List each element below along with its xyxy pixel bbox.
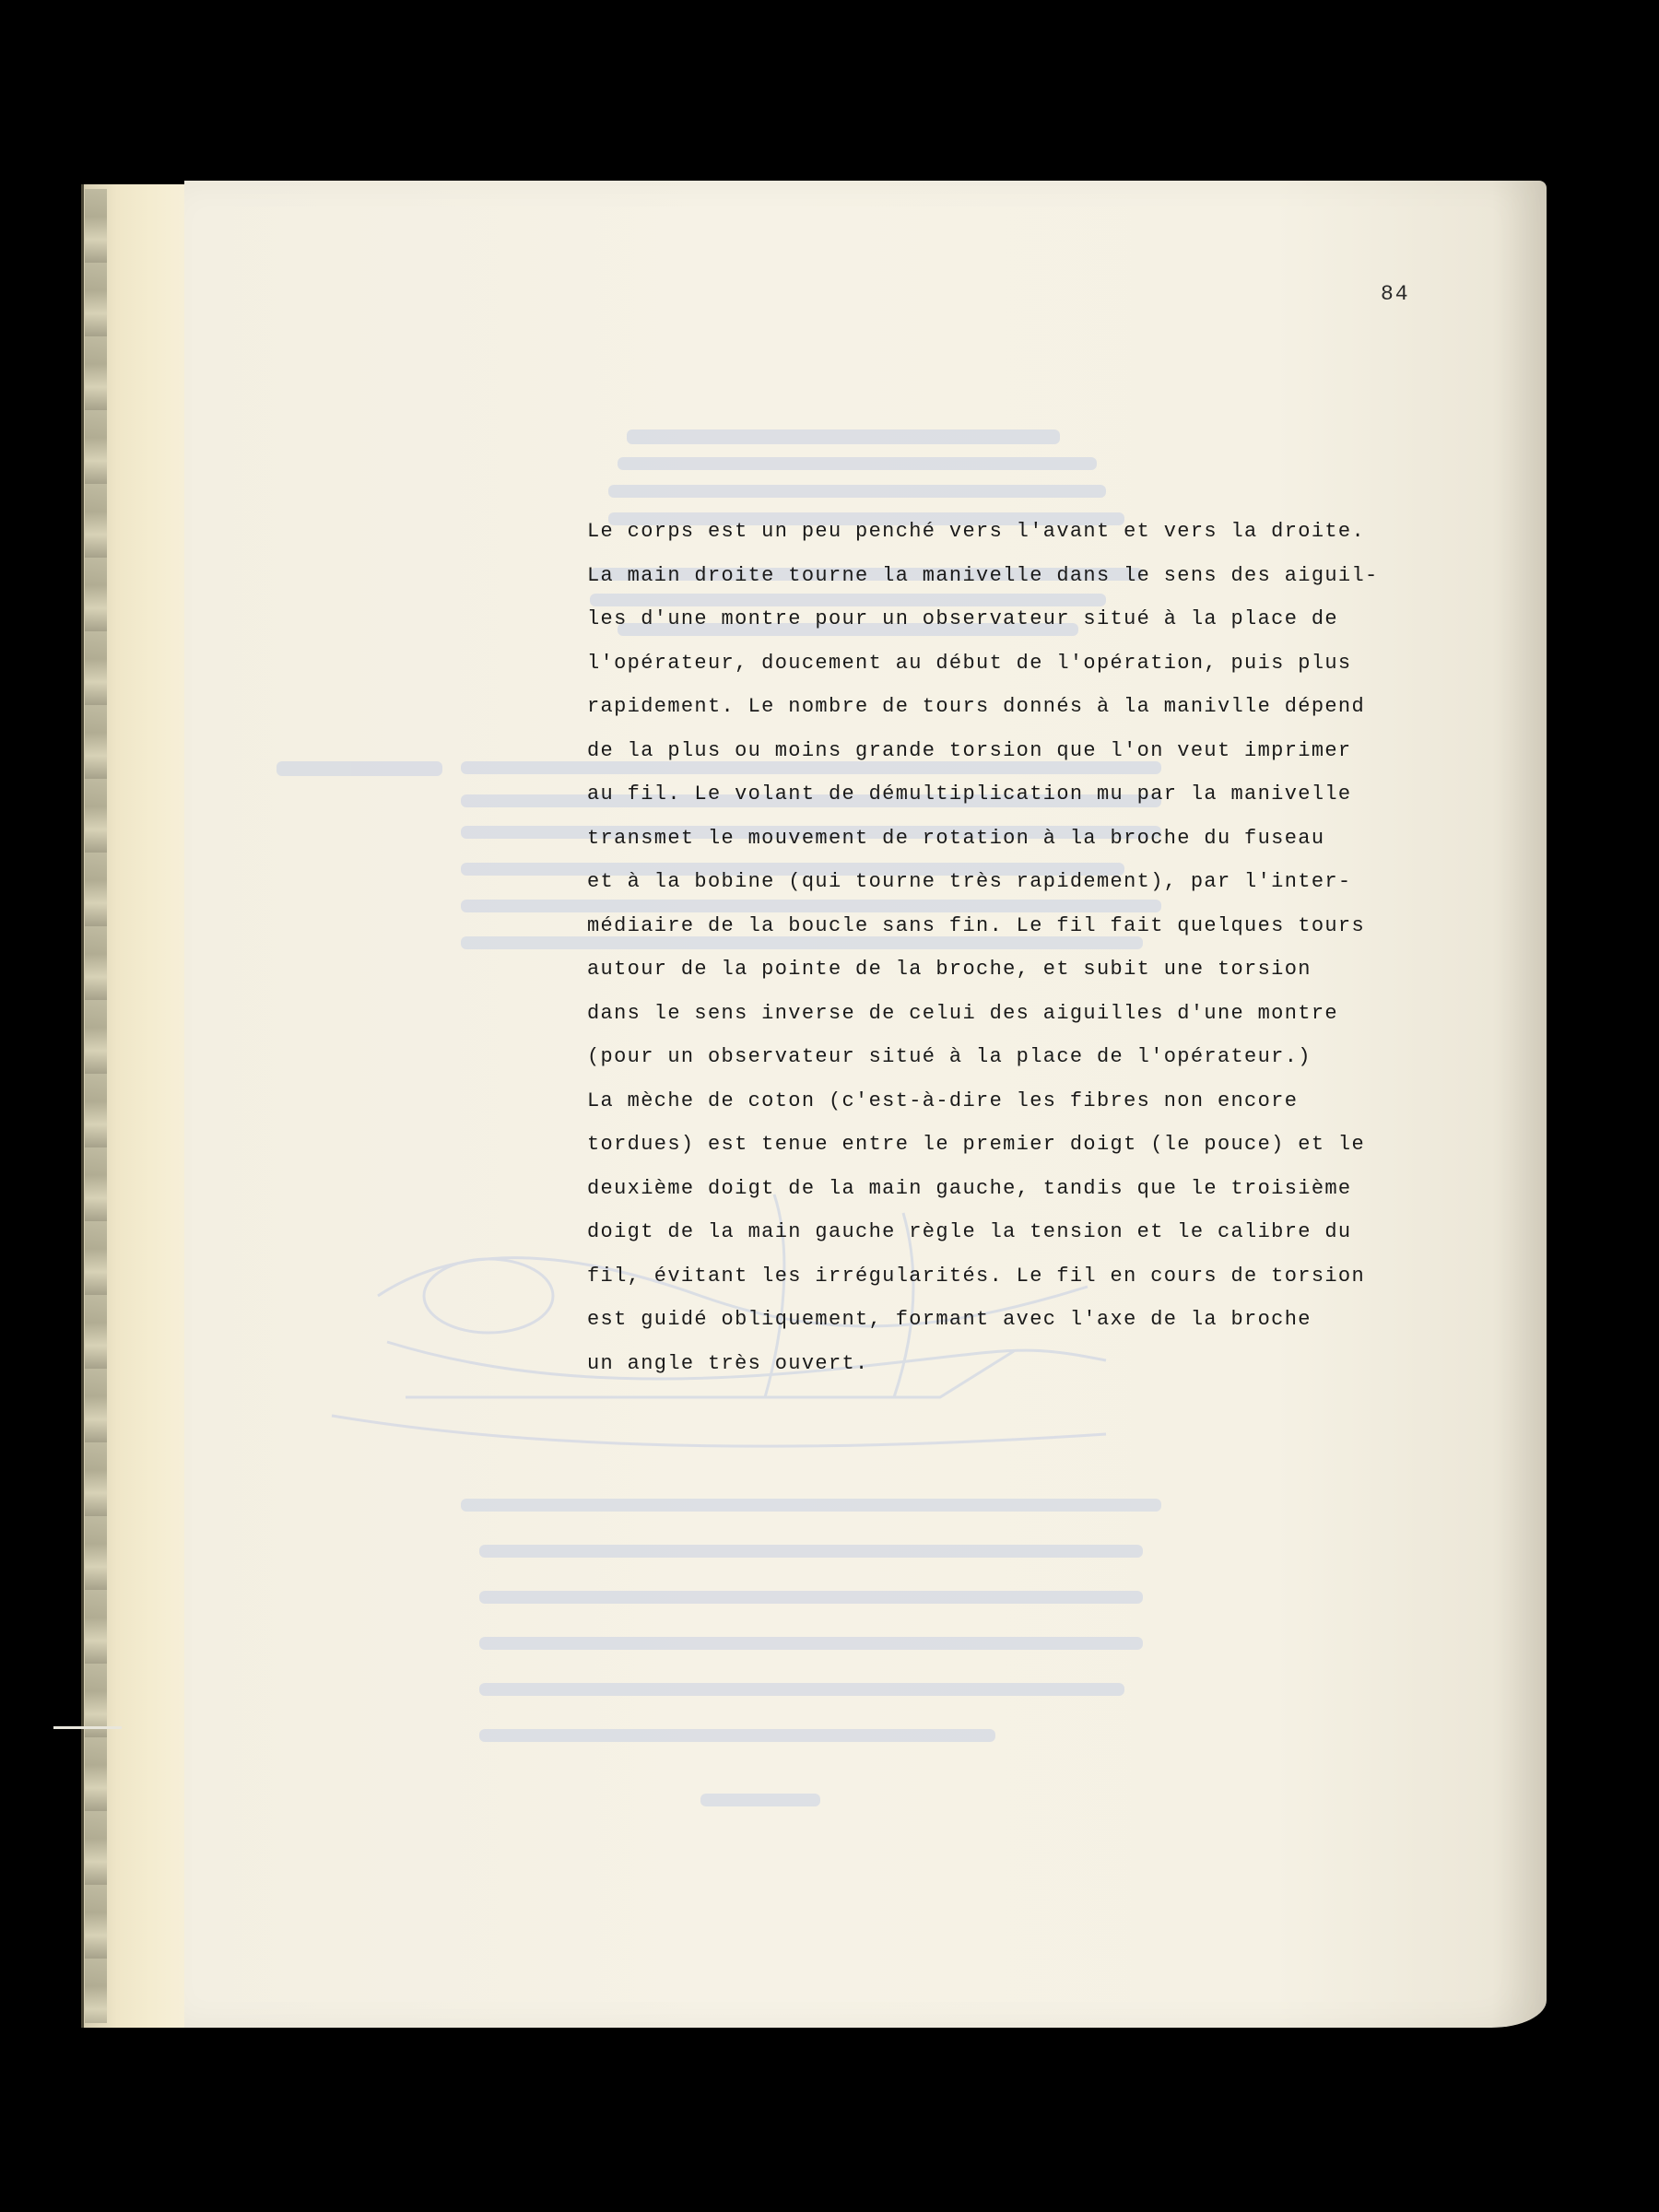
binding-mark bbox=[53, 1726, 122, 1729]
page-number: 84 bbox=[1381, 282, 1410, 306]
text-line: fil, évitant les irrégularités. Le fil en cours de torsion bbox=[587, 1264, 1366, 1288]
text-line: les d'une montre pour un observateur situé à la place de bbox=[587, 607, 1338, 630]
text-line: Le corps est un peu penché vers l'avant et vers la droite. bbox=[587, 520, 1366, 543]
text-line: au fil. Le volant de démultiplication mu par la manivelle bbox=[587, 782, 1352, 806]
text-line: de la plus ou moins grande torsion que l'on veut imprimer bbox=[587, 738, 1352, 762]
text-line: dans le sens inverse de celui des aiguilles d'une montre bbox=[587, 1001, 1338, 1025]
text-line: (pour un observateur situé à la place de l'opérateur.) bbox=[587, 1045, 1312, 1068]
text-line: deuxième doigt de la main gauche, tandis que le troisième bbox=[587, 1176, 1352, 1200]
text-line: est guidé obliquement, formant avec l'axe de la broche bbox=[587, 1308, 1312, 1331]
text-line: et à la bobine (qui tourne très rapidement), par l'inter- bbox=[587, 870, 1352, 893]
text-line: l'opérateur, doucement au début de l'opération, puis plus bbox=[587, 651, 1352, 675]
text-line: médiaire de la boucle sans fin. Le fil fait quelques tours bbox=[587, 913, 1366, 937]
body-text bbox=[587, 510, 1444, 1385]
text-line: doigt de la main gauche règle la tension et le calibre du bbox=[587, 1220, 1352, 1243]
text-line: rapidement. Le nombre de tours donnés à la manivlle dépend bbox=[587, 695, 1366, 718]
text-line: transmet le mouvement de rotation à la broche du fuseau bbox=[587, 826, 1325, 850]
text-line: un angle très ouvert. bbox=[587, 1351, 869, 1375]
torn-cover-edge bbox=[85, 189, 107, 2023]
text-line: tordues) est tenue entre le premier doigt (le pouce) et le bbox=[587, 1133, 1366, 1156]
text-line: autour de la pointe de la broche, et subit une torsion bbox=[587, 958, 1312, 981]
text-line: La main droite tourne la manivelle dans le sens des aiguil- bbox=[587, 563, 1379, 587]
text-line: La mèche de coton (c'est-à-dire les fibres non encore bbox=[587, 1088, 1299, 1112]
